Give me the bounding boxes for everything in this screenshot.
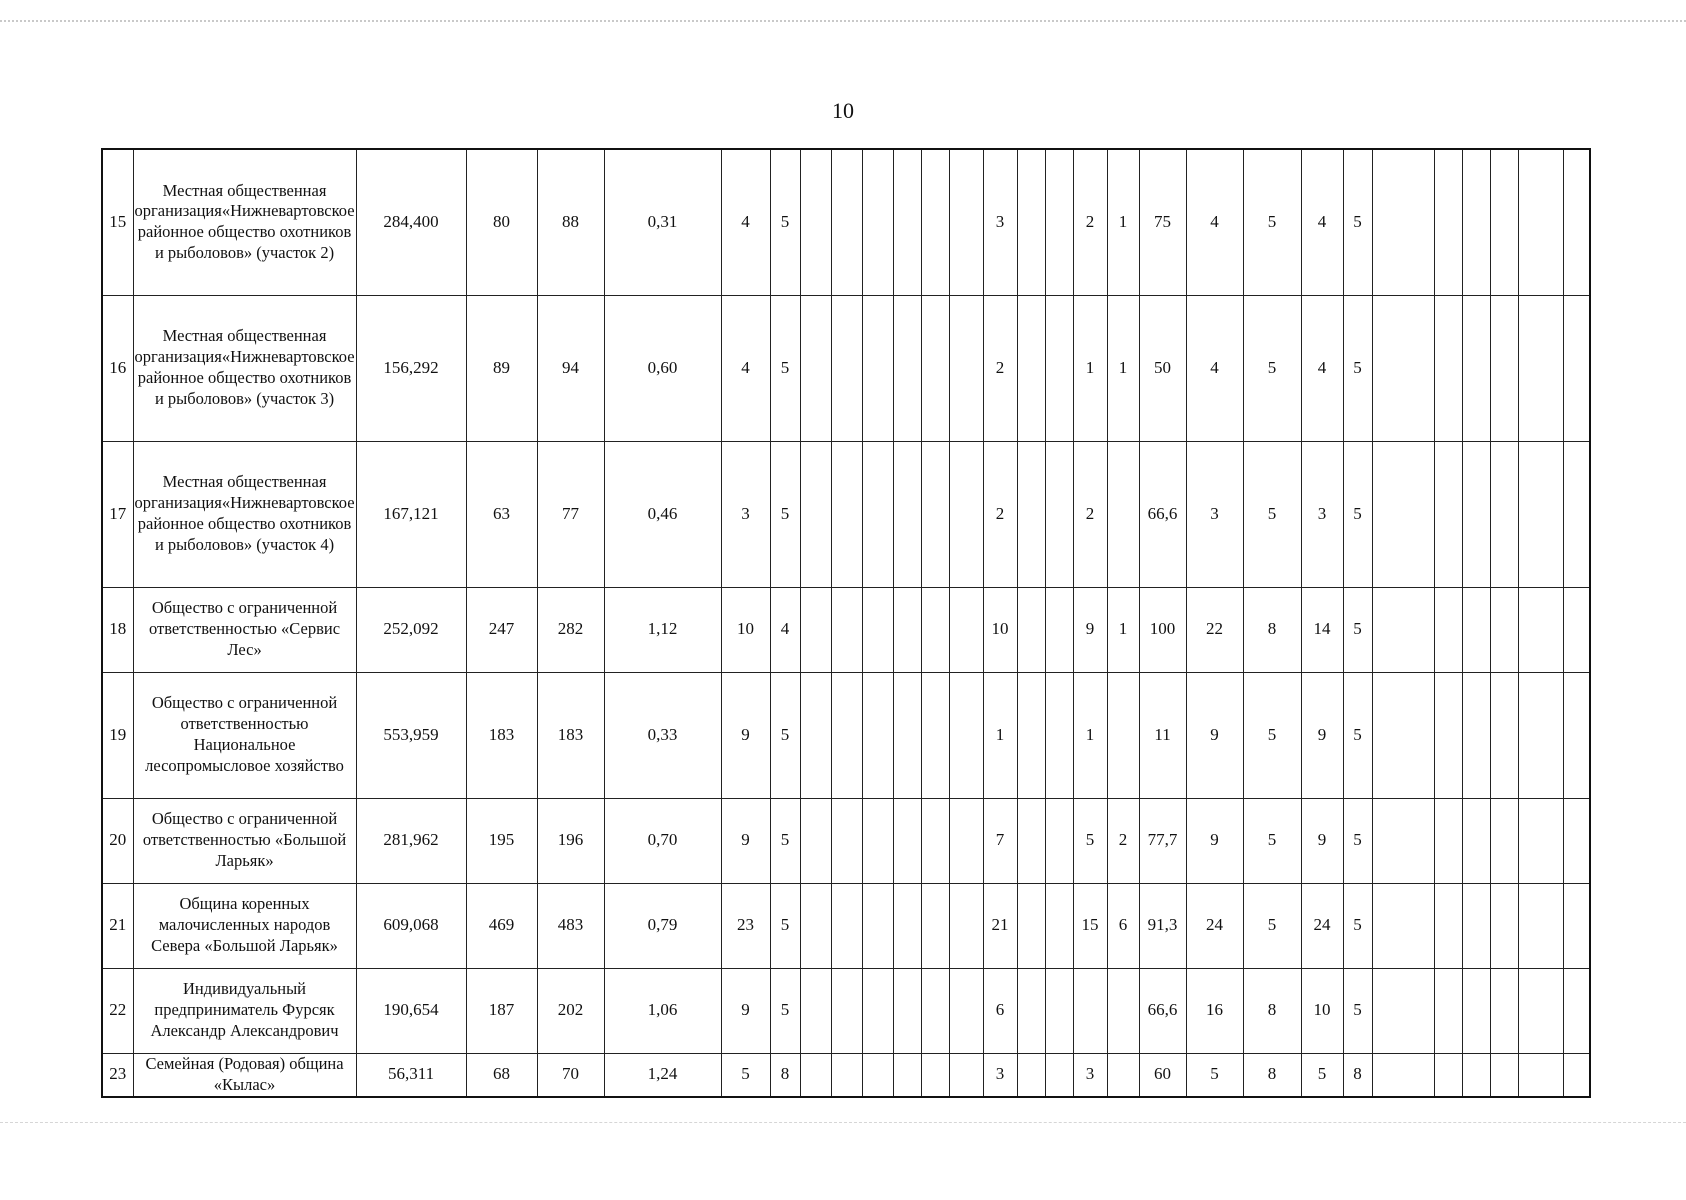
table-cell: 5 — [1073, 798, 1107, 883]
table-cell — [1372, 883, 1434, 968]
table-cell — [1518, 1053, 1563, 1097]
table-cell: 3 — [721, 441, 770, 587]
organization-name-cell: Общество с ограниченной ответственностью «Большой Ларьяк» — [133, 798, 356, 883]
table-cell — [1372, 798, 1434, 883]
table-cell — [1462, 295, 1490, 441]
table-cell — [893, 441, 921, 587]
table-cell — [1045, 1053, 1073, 1097]
table-cell — [1045, 798, 1073, 883]
table-cell: 156,292 — [356, 295, 466, 441]
row-number-cell: 20 — [102, 798, 133, 883]
table-cell: 70 — [537, 1053, 604, 1097]
table-cell — [862, 441, 893, 587]
table-cell: 483 — [537, 883, 604, 968]
table-cell: 1 — [1107, 587, 1139, 672]
table-cell — [1434, 149, 1462, 295]
row-number-cell: 16 — [102, 295, 133, 441]
table-cell: 167,121 — [356, 441, 466, 587]
table-cell: 196 — [537, 798, 604, 883]
table-cell: 5 — [1301, 1053, 1343, 1097]
table-cell — [893, 798, 921, 883]
table-cell: 4 — [721, 295, 770, 441]
organization-name-cell: Семейная (Родовая) община «Кылас» — [133, 1053, 356, 1097]
table-cell: 89 — [466, 295, 537, 441]
table-cell: 2 — [1073, 441, 1107, 587]
table-cell — [831, 295, 862, 441]
table-cell: 553,959 — [356, 672, 466, 798]
row-number-cell: 18 — [102, 587, 133, 672]
table-cell — [1563, 149, 1590, 295]
table-cell — [1017, 672, 1045, 798]
table-cell — [831, 968, 862, 1053]
table-row — [102, 798, 1590, 883]
table-cell — [1518, 672, 1563, 798]
table-cell — [1490, 672, 1518, 798]
table-row — [102, 883, 1590, 968]
table-cell — [1434, 587, 1462, 672]
table-cell — [949, 672, 983, 798]
table-cell — [893, 295, 921, 441]
table-cell — [1434, 883, 1462, 968]
table-cell: 0,70 — [604, 798, 721, 883]
table-cell: 22 — [1186, 587, 1243, 672]
table-cell — [1372, 149, 1434, 295]
table-cell: 66,6 — [1139, 441, 1186, 587]
table-cell: 5 — [1343, 295, 1372, 441]
row-number-cell: 15 — [102, 149, 133, 295]
table-cell — [800, 883, 831, 968]
table-cell — [800, 968, 831, 1053]
table-cell: 1,06 — [604, 968, 721, 1053]
table-cell — [1518, 883, 1563, 968]
table-cell — [800, 441, 831, 587]
table-cell: 77 — [537, 441, 604, 587]
scan-border-top — [0, 20, 1686, 22]
table-cell — [921, 441, 949, 587]
table-cell: 3 — [983, 1053, 1017, 1097]
table-cell: 5 — [1343, 968, 1372, 1053]
table-cell — [949, 149, 983, 295]
table-cell: 4 — [1301, 295, 1343, 441]
table-cell: 60 — [1139, 1053, 1186, 1097]
table-cell: 5 — [770, 149, 800, 295]
table-cell — [949, 295, 983, 441]
table-cell: 5 — [770, 798, 800, 883]
table-cell: 10 — [1301, 968, 1343, 1053]
table-cell: 5 — [1243, 149, 1301, 295]
table-cell: 5 — [1343, 441, 1372, 587]
table-cell — [862, 883, 893, 968]
table-cell — [921, 798, 949, 883]
table-cell: 5 — [1243, 295, 1301, 441]
table-cell — [1490, 883, 1518, 968]
table-cell — [1017, 587, 1045, 672]
table-cell: 5 — [770, 883, 800, 968]
table-cell — [1518, 295, 1563, 441]
table-cell: 195 — [466, 798, 537, 883]
table-cell — [1372, 295, 1434, 441]
table-cell — [893, 672, 921, 798]
scan-border-bottom — [0, 1122, 1686, 1123]
table-cell — [1434, 968, 1462, 1053]
table-cell — [1434, 441, 1462, 587]
table-cell — [1045, 295, 1073, 441]
table-cell: 281,962 — [356, 798, 466, 883]
table-cell: 4 — [1186, 295, 1243, 441]
table-cell — [862, 295, 893, 441]
table-cell: 190,654 — [356, 968, 466, 1053]
table-cell — [1017, 441, 1045, 587]
table-cell: 8 — [770, 1053, 800, 1097]
table-cell — [1462, 587, 1490, 672]
table-cell — [1372, 587, 1434, 672]
table-cell — [1518, 968, 1563, 1053]
row-number-cell: 23 — [102, 1053, 133, 1097]
table-cell — [921, 883, 949, 968]
table-row — [102, 968, 1590, 1053]
table-cell: 4 — [1301, 149, 1343, 295]
table-cell — [1017, 149, 1045, 295]
table-cell — [862, 1053, 893, 1097]
table-cell — [921, 295, 949, 441]
table-cell — [1372, 441, 1434, 587]
table-cell — [949, 798, 983, 883]
table-cell — [1518, 798, 1563, 883]
organization-name-cell: Общество с ограниченной ответственностью Национальное лесопромысловое хозяйство — [133, 672, 356, 798]
table-cell — [1017, 968, 1045, 1053]
table-cell: 4 — [721, 149, 770, 295]
table-cell — [831, 587, 862, 672]
table-cell: 3 — [1186, 441, 1243, 587]
table-cell: 1 — [1073, 295, 1107, 441]
table-cell: 6 — [983, 968, 1017, 1053]
table-cell — [831, 883, 862, 968]
table-cell: 63 — [466, 441, 537, 587]
table-cell: 4 — [770, 587, 800, 672]
table-cell: 1 — [1107, 149, 1139, 295]
table-cell — [1434, 295, 1462, 441]
table-cell — [893, 149, 921, 295]
table-cell: 75 — [1139, 149, 1186, 295]
table-cell: 80 — [466, 149, 537, 295]
table-cell — [1462, 149, 1490, 295]
table-cell: 187 — [466, 968, 537, 1053]
table-cell — [893, 883, 921, 968]
table-cell — [1563, 672, 1590, 798]
table-cell — [1017, 295, 1045, 441]
row-number-cell: 17 — [102, 441, 133, 587]
table-cell: 5 — [1243, 441, 1301, 587]
table-cell — [1563, 295, 1590, 441]
table-cell: 469 — [466, 883, 537, 968]
table-cell — [1017, 1053, 1045, 1097]
table-cell — [862, 672, 893, 798]
table-cell — [893, 587, 921, 672]
table-row — [102, 149, 1590, 295]
table-cell: 8 — [1243, 587, 1301, 672]
table-cell: 8 — [1243, 968, 1301, 1053]
table-cell — [831, 798, 862, 883]
table-cell: 183 — [537, 672, 604, 798]
table-cell — [862, 798, 893, 883]
row-number-cell: 19 — [102, 672, 133, 798]
table-cell: 3 — [1073, 1053, 1107, 1097]
table-row — [102, 1053, 1590, 1097]
table-cell: 2 — [983, 441, 1017, 587]
table-cell: 5 — [1243, 883, 1301, 968]
table-cell — [831, 1053, 862, 1097]
table-cell — [1107, 672, 1139, 798]
table-cell: 91,3 — [1139, 883, 1186, 968]
table-cell — [1563, 587, 1590, 672]
table-cell — [1434, 1053, 1462, 1097]
table-cell: 5 — [770, 295, 800, 441]
table-cell: 3 — [1301, 441, 1343, 587]
table-cell: 77,7 — [1139, 798, 1186, 883]
table-cell — [831, 149, 862, 295]
table-cell: 5 — [1343, 883, 1372, 968]
table-cell — [1462, 798, 1490, 883]
table-cell: 56,311 — [356, 1053, 466, 1097]
table-cell: 252,092 — [356, 587, 466, 672]
table-cell: 94 — [537, 295, 604, 441]
table-cell — [1372, 1053, 1434, 1097]
organization-name-cell: Местная общественная организация«Нижневартовское районное общество охотников и рыболовов» (участок 3) — [133, 295, 356, 441]
table-cell — [1490, 968, 1518, 1053]
table-cell: 5 — [770, 672, 800, 798]
table-cell: 50 — [1139, 295, 1186, 441]
table-cell — [1045, 968, 1073, 1053]
table-cell — [1073, 968, 1107, 1053]
table-cell — [1490, 587, 1518, 672]
table-cell — [800, 672, 831, 798]
table-cell: 24 — [1301, 883, 1343, 968]
table-cell: 7 — [983, 798, 1017, 883]
table-cell: 16 — [1186, 968, 1243, 1053]
table-cell: 183 — [466, 672, 537, 798]
table-cell: 9 — [1186, 798, 1243, 883]
table-cell: 284,400 — [356, 149, 466, 295]
table-cell: 2 — [983, 295, 1017, 441]
table-cell: 1,24 — [604, 1053, 721, 1097]
table-cell — [1462, 441, 1490, 587]
table-cell — [1563, 1053, 1590, 1097]
table-cell: 5 — [1186, 1053, 1243, 1097]
table-cell: 5 — [770, 968, 800, 1053]
table-cell: 2 — [1107, 798, 1139, 883]
table-cell — [1045, 441, 1073, 587]
table-cell — [921, 1053, 949, 1097]
table-cell: 5 — [1243, 672, 1301, 798]
table-cell — [800, 149, 831, 295]
table-row — [102, 587, 1590, 672]
table-cell: 609,068 — [356, 883, 466, 968]
organization-name-cell: Местная общественная организация«Нижневартовское районное общество охотников и рыболовов» (участок 4) — [133, 441, 356, 587]
table-cell — [1372, 672, 1434, 798]
table-cell — [949, 883, 983, 968]
table-cell — [1462, 883, 1490, 968]
table-cell: 0,33 — [604, 672, 721, 798]
table-cell — [1017, 883, 1045, 968]
data-table — [101, 148, 1591, 1098]
table-cell: 9 — [1301, 672, 1343, 798]
table-cell — [1563, 441, 1590, 587]
table-cell: 68 — [466, 1053, 537, 1097]
row-number-cell: 22 — [102, 968, 133, 1053]
table-cell: 5 — [1343, 587, 1372, 672]
table-cell — [893, 1053, 921, 1097]
table-cell — [1045, 672, 1073, 798]
table-cell: 0,46 — [604, 441, 721, 587]
table-cell — [1045, 587, 1073, 672]
table-cell: 21 — [983, 883, 1017, 968]
table-cell — [921, 672, 949, 798]
table-cell — [921, 149, 949, 295]
table-cell — [893, 968, 921, 1053]
table-cell — [862, 968, 893, 1053]
table-cell — [1434, 798, 1462, 883]
table-cell: 1 — [1107, 295, 1139, 441]
table-cell: 23 — [721, 883, 770, 968]
organization-name-cell: Общество с ограниченной ответственностью «Сервис Лес» — [133, 587, 356, 672]
table-cell: 9 — [1186, 672, 1243, 798]
table-cell: 15 — [1073, 883, 1107, 968]
table-cell: 66,6 — [1139, 968, 1186, 1053]
table-cell: 100 — [1139, 587, 1186, 672]
table-cell: 8 — [1243, 1053, 1301, 1097]
table-cell: 0,60 — [604, 295, 721, 441]
table-cell — [1518, 441, 1563, 587]
table-row — [102, 295, 1590, 441]
table-cell — [1563, 968, 1590, 1053]
table-cell — [1107, 968, 1139, 1053]
table-cell: 9 — [1301, 798, 1343, 883]
table-cell: 0,31 — [604, 149, 721, 295]
table-cell — [1518, 587, 1563, 672]
table-cell: 8 — [1343, 1053, 1372, 1097]
table-cell: 88 — [537, 149, 604, 295]
table-cell — [949, 968, 983, 1053]
table-cell: 24 — [1186, 883, 1243, 968]
table-cell: 9 — [1073, 587, 1107, 672]
table-cell: 3 — [983, 149, 1017, 295]
table-cell — [862, 149, 893, 295]
table-cell: 1,12 — [604, 587, 721, 672]
table-cell — [1490, 441, 1518, 587]
table-cell — [1490, 295, 1518, 441]
table-cell — [862, 587, 893, 672]
table-cell: 5 — [1243, 798, 1301, 883]
table-cell — [949, 1053, 983, 1097]
table-cell — [949, 587, 983, 672]
table-cell — [1490, 1053, 1518, 1097]
table-cell — [1563, 883, 1590, 968]
table-cell — [1045, 149, 1073, 295]
table-cell: 9 — [721, 672, 770, 798]
table-cell: 4 — [1186, 149, 1243, 295]
table-cell — [831, 672, 862, 798]
table-cell — [1017, 798, 1045, 883]
row-number-cell: 21 — [102, 883, 133, 968]
table-cell: 2 — [1073, 149, 1107, 295]
table-cell: 5 — [721, 1053, 770, 1097]
table-cell: 247 — [466, 587, 537, 672]
table-cell: 1 — [983, 672, 1017, 798]
table-cell: 9 — [721, 798, 770, 883]
table-cell: 5 — [1343, 149, 1372, 295]
table-cell — [1462, 672, 1490, 798]
organization-name-cell: Община коренных малочисленных народов Севера «Большой Ларьяк» — [133, 883, 356, 968]
table-cell: 10 — [721, 587, 770, 672]
table-cell: 5 — [770, 441, 800, 587]
table-cell: 0,79 — [604, 883, 721, 968]
table-cell — [1462, 968, 1490, 1053]
table-cell — [1462, 1053, 1490, 1097]
table-cell: 9 — [721, 968, 770, 1053]
organization-name-cell: Индивидуальный предприниматель Фурсяк Александр Александрович — [133, 968, 356, 1053]
table-cell: 282 — [537, 587, 604, 672]
page-number: 10 — [832, 98, 854, 123]
table-row — [102, 441, 1590, 587]
table-cell — [921, 968, 949, 1053]
table-cell — [1372, 968, 1434, 1053]
table-cell — [800, 295, 831, 441]
table-row — [102, 672, 1590, 798]
table-cell — [1434, 672, 1462, 798]
table-cell — [1107, 441, 1139, 587]
table-cell — [1563, 798, 1590, 883]
table-cell — [1490, 149, 1518, 295]
table-cell — [800, 798, 831, 883]
table-cell: 14 — [1301, 587, 1343, 672]
table-cell: 5 — [1343, 672, 1372, 798]
table-cell: 11 — [1139, 672, 1186, 798]
table-cell — [1490, 798, 1518, 883]
table-cell: 10 — [983, 587, 1017, 672]
table-cell — [1045, 883, 1073, 968]
table-cell — [949, 441, 983, 587]
table-cell — [831, 441, 862, 587]
table-cell: 1 — [1073, 672, 1107, 798]
table-cell: 6 — [1107, 883, 1139, 968]
table-cell — [1518, 149, 1563, 295]
table-cell — [800, 1053, 831, 1097]
table-cell — [921, 587, 949, 672]
table-cell: 5 — [1343, 798, 1372, 883]
table-cell: 202 — [537, 968, 604, 1053]
table-cell — [1107, 1053, 1139, 1097]
table-cell — [800, 587, 831, 672]
organization-name-cell: Местная общественная организация«Нижневартовское районное общество охотников и рыболовов» (участок 2) — [133, 149, 356, 295]
